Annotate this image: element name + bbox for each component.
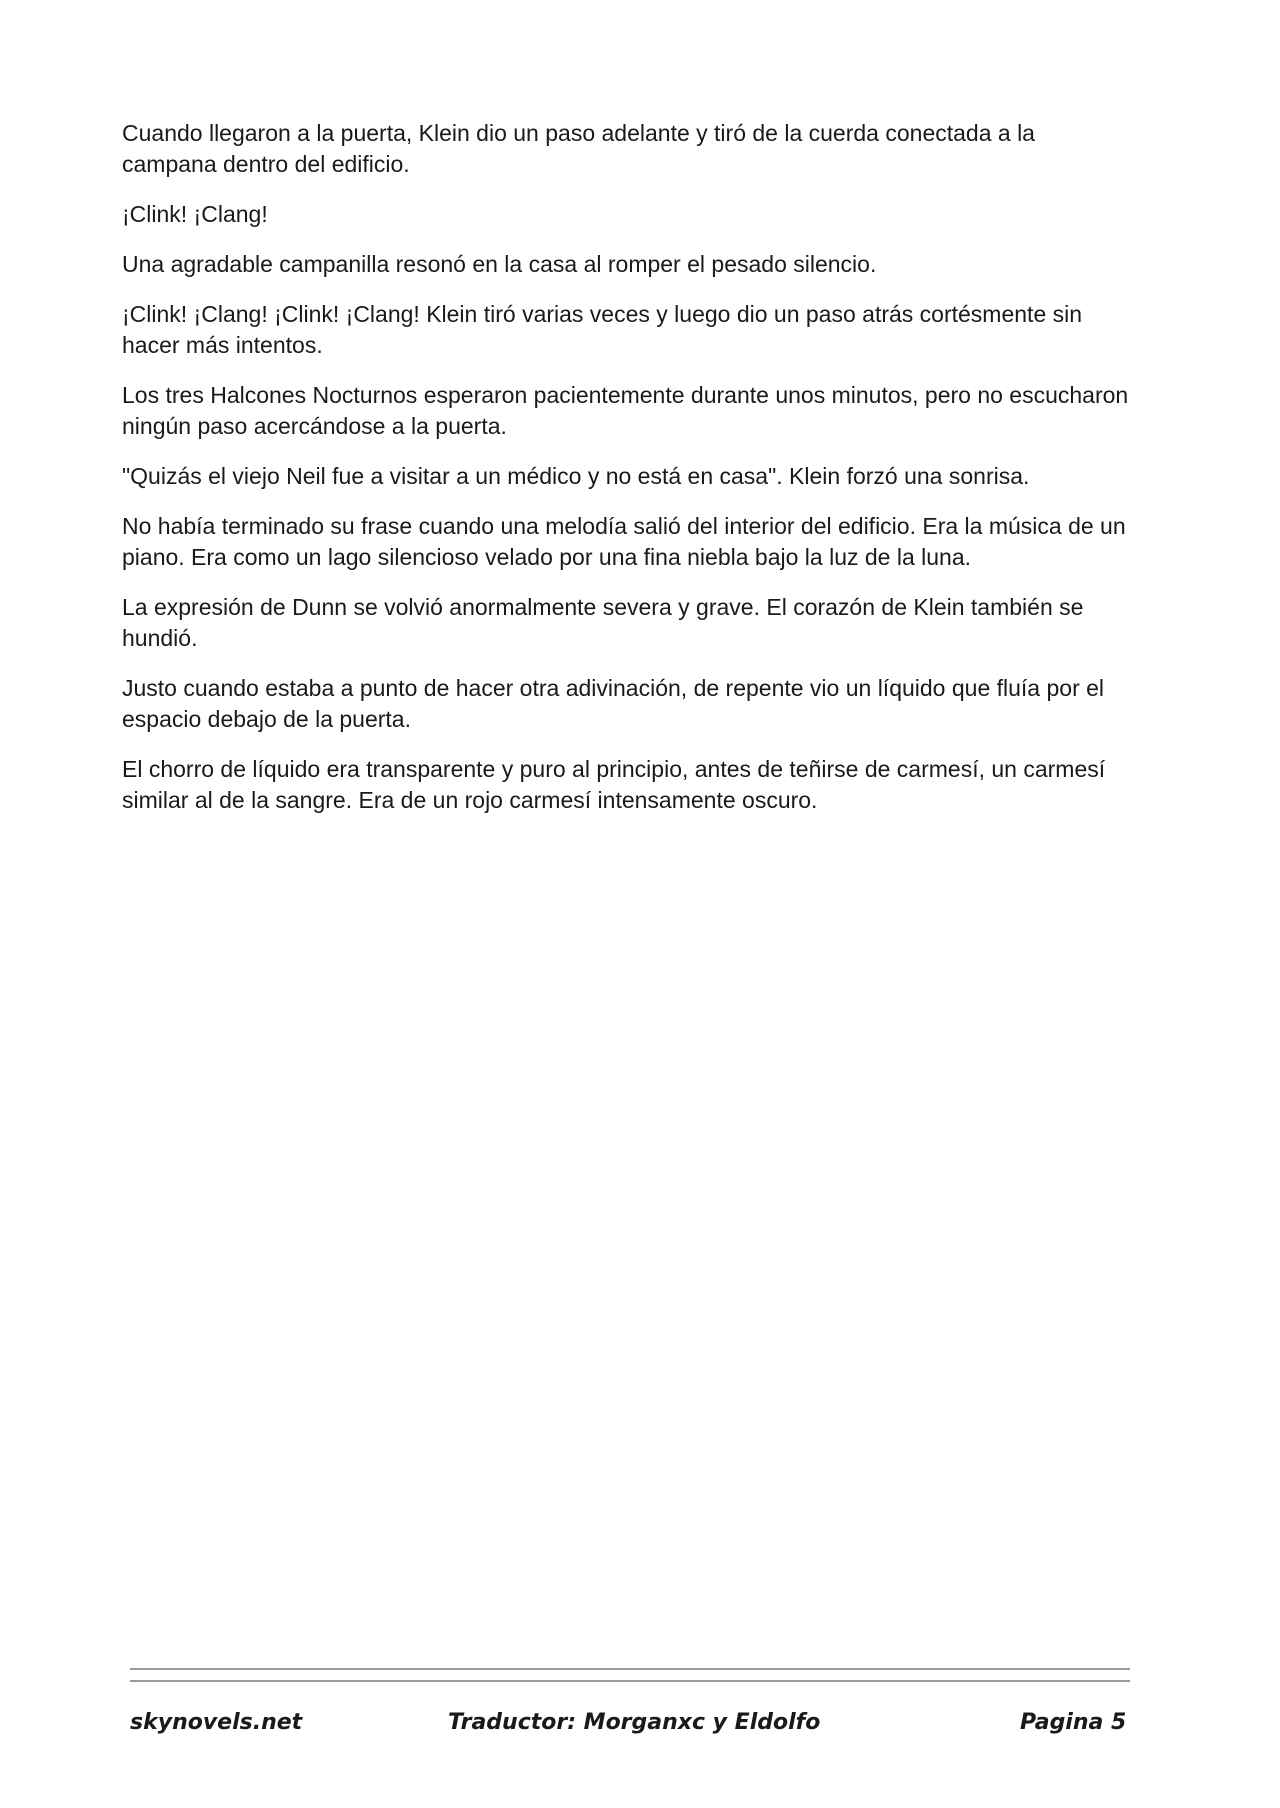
footer-site: skynovels.net [130, 1710, 303, 1735]
paragraph: Cuando llegaron a la puerta, Klein dio un paso adelante y tiró de la cuerda conectada a la campana dentro del edificio. [122, 120, 1035, 177]
footer-translator: Traductor: Morganxc y Eldolfo [448, 1710, 821, 1735]
paragraph: No había terminado su frase cuando una melodía salió del interior del edificio. Era la música de un piano. Era como un lago silencioso velado por una fina niebla bajo la luz de la luna. [122, 513, 1126, 570]
paragraph: "Quizás el viejo Neil fue a visitar a un médico y no está en casa". Klein forzó una sonrisa. [122, 463, 1030, 489]
body-text [122, 118, 1132, 835]
footer-divider-top [130, 1668, 1130, 1670]
paragraph: El chorro de líquido era transparente y puro al principio, antes de teñirse de carmesí, un carmesí similar al de la sangre. Era de un rojo carmesí intensamente oscuro. [122, 756, 1106, 813]
footer-divider-bottom [130, 1680, 1130, 1682]
paragraph: ¡Clink! ¡Clang! ¡Clink! ¡Clang! Klein tiró varias veces y luego dio un paso atrás cortésmente sin hacer más intentos. [122, 301, 1083, 358]
paragraph: La expresión de Dunn se volvió anormalmente severa y grave. El corazón de Klein también se hundió. [122, 594, 1084, 651]
paragraph: Una agradable campanilla resonó en la casa al romper el pesado silencio. [122, 251, 877, 277]
paragraph: ¡Clink! ¡Clang! [122, 201, 268, 227]
paragraph: Los tres Halcones Nocturnos esperaron pacientemente durante unos minutos, pero no escucharon ningún paso acercándose a la puerta. [122, 382, 1129, 439]
footer-page-number: Pagina 5 [1020, 1710, 1127, 1735]
paragraph: Justo cuando estaba a punto de hacer otra adivinación, de repente vio un líquido que fluía por el espacio debajo de la puerta. [122, 675, 1105, 732]
